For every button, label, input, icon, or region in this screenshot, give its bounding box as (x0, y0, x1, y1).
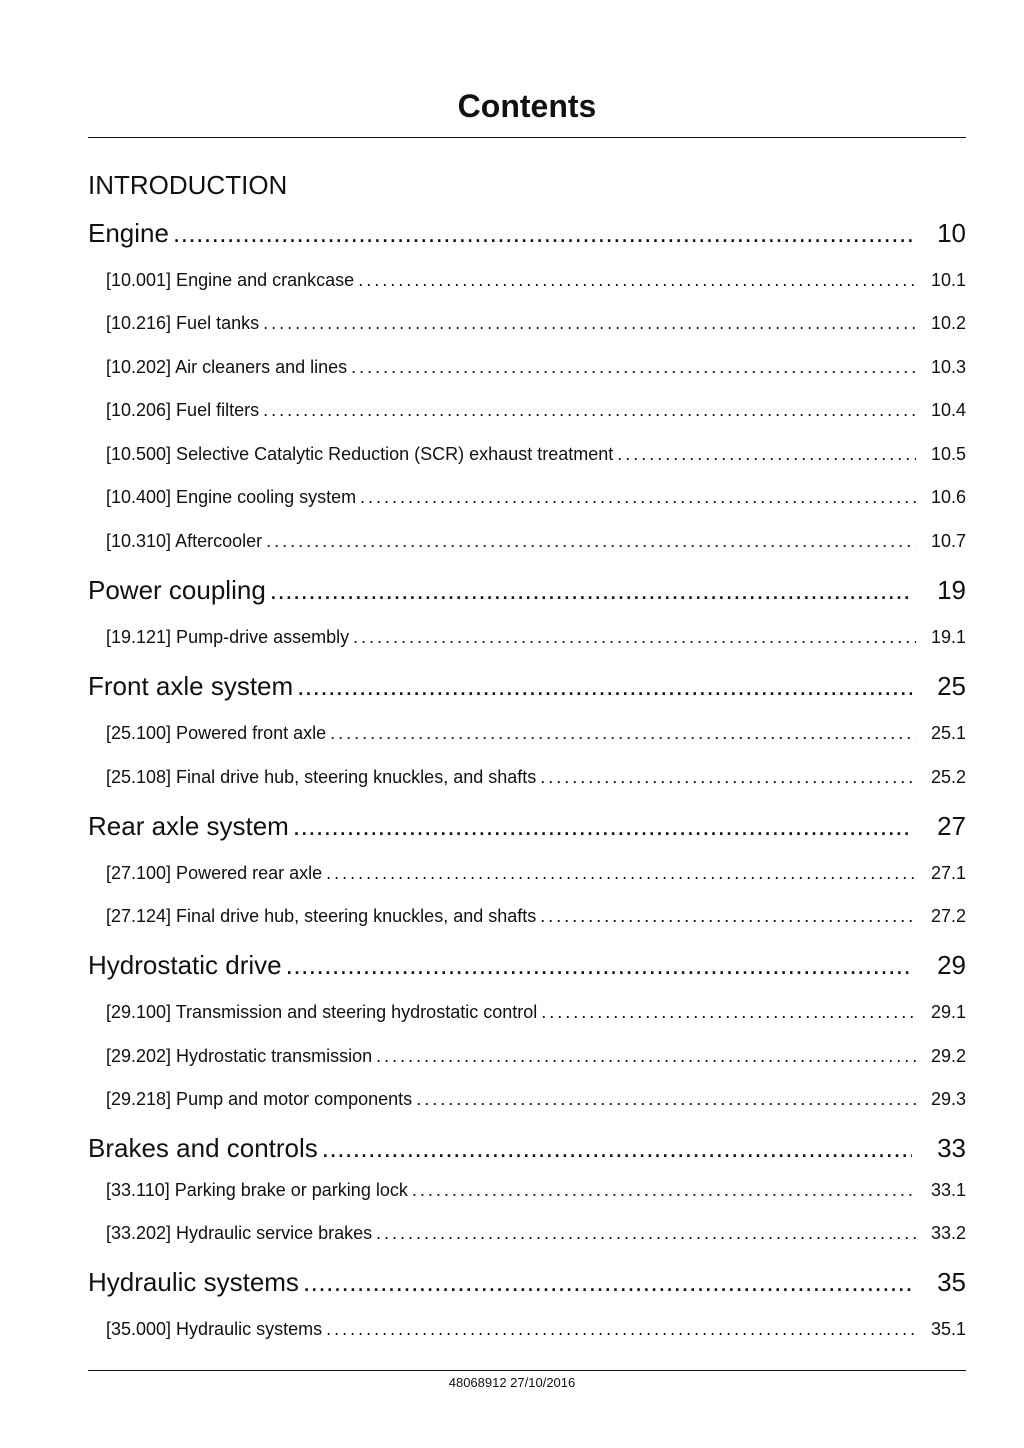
toc-section[interactable] (106, 1087, 966, 1111)
chapter-label: Rear axle system (88, 811, 289, 841)
footer-doc-id: 48068912 27/10/2016 (448, 1375, 576, 1390)
section-page-number: 19.1 (930, 627, 966, 647)
section-page-number: 33.1 (930, 1180, 966, 1200)
footer-divider (88, 1370, 966, 1371)
section-page-number: 25.2 (930, 767, 966, 787)
toc-chapter-rear-axle-system[interactable] (88, 809, 966, 843)
dot-leader (351, 355, 916, 379)
section-page-number: 29.2 (930, 1046, 966, 1066)
section-label: [10.216] Fuel tanks (106, 313, 260, 333)
toc-section[interactable] (106, 1317, 966, 1341)
chapter-label: Power coupling (88, 575, 266, 605)
toc-section[interactable] (106, 1044, 966, 1068)
dot-leader (270, 573, 912, 607)
dot-leader (541, 1000, 916, 1024)
dot-leader (297, 669, 912, 703)
dot-leader (617, 442, 916, 466)
dot-leader (416, 1087, 916, 1111)
section-label: [29.202] Hydrostatic transmission (106, 1046, 373, 1066)
dot-leader (330, 721, 916, 745)
section-page-number: 10.1 (930, 270, 966, 290)
section-page-number: 25.1 (930, 723, 966, 743)
section-label: [25.100] Powered front axle (106, 723, 327, 743)
section-page-number: 10.3 (930, 357, 966, 377)
toc-section[interactable] (106, 311, 966, 335)
page-title: Contents (457, 88, 597, 124)
toc-section[interactable] (106, 721, 966, 745)
section-label: [10.400] Engine cooling system (106, 487, 357, 507)
dot-leader (303, 1265, 912, 1299)
section-label: [27.124] Final drive hub, steering knuckles, and shafts (106, 906, 537, 926)
section-page-number: 10.6 (930, 487, 966, 507)
section-label: [10.206] Fuel filters (106, 400, 260, 420)
chapter-label: Front axle system (88, 671, 294, 701)
toc-chapter-hydraulic-systems[interactable] (88, 1265, 966, 1299)
toc-chapter-power-coupling[interactable] (88, 573, 966, 607)
toc-section[interactable] (106, 442, 966, 466)
dot-leader (360, 485, 916, 509)
section-page-number: 29.3 (930, 1089, 966, 1109)
dot-leader (412, 1178, 916, 1202)
dot-leader (286, 948, 912, 982)
toc-section[interactable] (106, 765, 966, 789)
section-label: [33.202] Hydraulic service brakes (106, 1223, 373, 1243)
toc-section[interactable] (106, 1000, 966, 1024)
section-page-number: 27.2 (930, 906, 966, 926)
toc-section[interactable] (106, 904, 966, 928)
chapter-label: Engine (88, 218, 169, 248)
section-label: [33.110] Parking brake or parking lock (106, 1180, 408, 1200)
toc-section[interactable] (106, 398, 966, 422)
section-label: [10.202] Air cleaners and lines (106, 357, 348, 377)
toc-chapter-front-axle-system[interactable] (88, 669, 966, 703)
section-page-number: 10.2 (930, 313, 966, 333)
chapter-page-number: 10 (937, 218, 966, 248)
section-label: [10.001] Engine and crankcase (106, 270, 355, 290)
dot-leader (326, 861, 916, 885)
toc-section[interactable] (106, 529, 966, 553)
section-page-number: 27.1 (930, 863, 966, 883)
intro-heading: INTRODUCTION (88, 170, 288, 200)
dot-leader (263, 398, 916, 422)
toc-section[interactable] (106, 1178, 966, 1202)
chapter-label: Brakes and controls (88, 1133, 318, 1163)
section-label: [29.218] Pump and motor components (106, 1089, 413, 1109)
chapter-page-number: 27 (937, 811, 966, 841)
section-page-number: 10.4 (930, 400, 966, 420)
section-page-number: 10.7 (930, 531, 966, 551)
header-divider (88, 137, 966, 138)
section-label: [35.000] Hydraulic systems (106, 1319, 323, 1339)
dot-leader (263, 311, 916, 335)
chapter-page-number: 29 (937, 950, 966, 980)
section-label: [19.121] Pump-drive assembly (106, 627, 350, 647)
section-page-number: 10.5 (930, 444, 966, 464)
chapter-label: Hydraulic systems (88, 1267, 299, 1297)
section-page-number: 29.1 (930, 1002, 966, 1022)
toc-section[interactable] (106, 625, 966, 649)
dot-leader (322, 1131, 912, 1165)
toc-section[interactable] (106, 485, 966, 509)
section-page-number: 33.2 (930, 1223, 966, 1243)
toc-chapter-engine[interactable] (88, 216, 966, 250)
dot-leader (540, 904, 916, 928)
section-page-number: 35.1 (930, 1319, 966, 1339)
section-label: [27.100] Powered rear axle (106, 863, 323, 883)
chapter-label: Hydrostatic drive (88, 950, 282, 980)
section-label: [29.100] Transmission and steering hydrostatic control (106, 1002, 538, 1022)
dot-leader (540, 765, 916, 789)
toc-section[interactable] (106, 355, 966, 379)
dot-leader (353, 625, 916, 649)
dot-leader (173, 216, 912, 250)
toc-section[interactable] (106, 861, 966, 885)
section-label: [25.108] Final drive hub, steering knuckles, and shafts (106, 767, 537, 787)
toc-chapter-brakes-and-controls[interactable] (88, 1131, 966, 1165)
toc-section[interactable] (106, 268, 966, 292)
dot-leader (376, 1221, 916, 1245)
dot-leader (376, 1044, 916, 1068)
dot-leader (293, 809, 912, 843)
section-label: [10.310] Aftercooler (106, 531, 263, 551)
toc-section[interactable] (106, 1221, 966, 1245)
section-label: [10.500] Selective Catalytic Reduction (SCR) exhaust treatment (106, 444, 614, 464)
dot-leader (358, 268, 916, 292)
chapter-page-number: 33 (937, 1133, 966, 1163)
toc-chapter-hydrostatic-drive[interactable] (88, 948, 966, 982)
dot-leader (266, 529, 916, 553)
dot-leader (326, 1317, 916, 1341)
chapter-page-number: 25 (937, 671, 966, 701)
chapter-page-number: 19 (937, 575, 966, 605)
chapter-page-number: 35 (937, 1267, 966, 1297)
